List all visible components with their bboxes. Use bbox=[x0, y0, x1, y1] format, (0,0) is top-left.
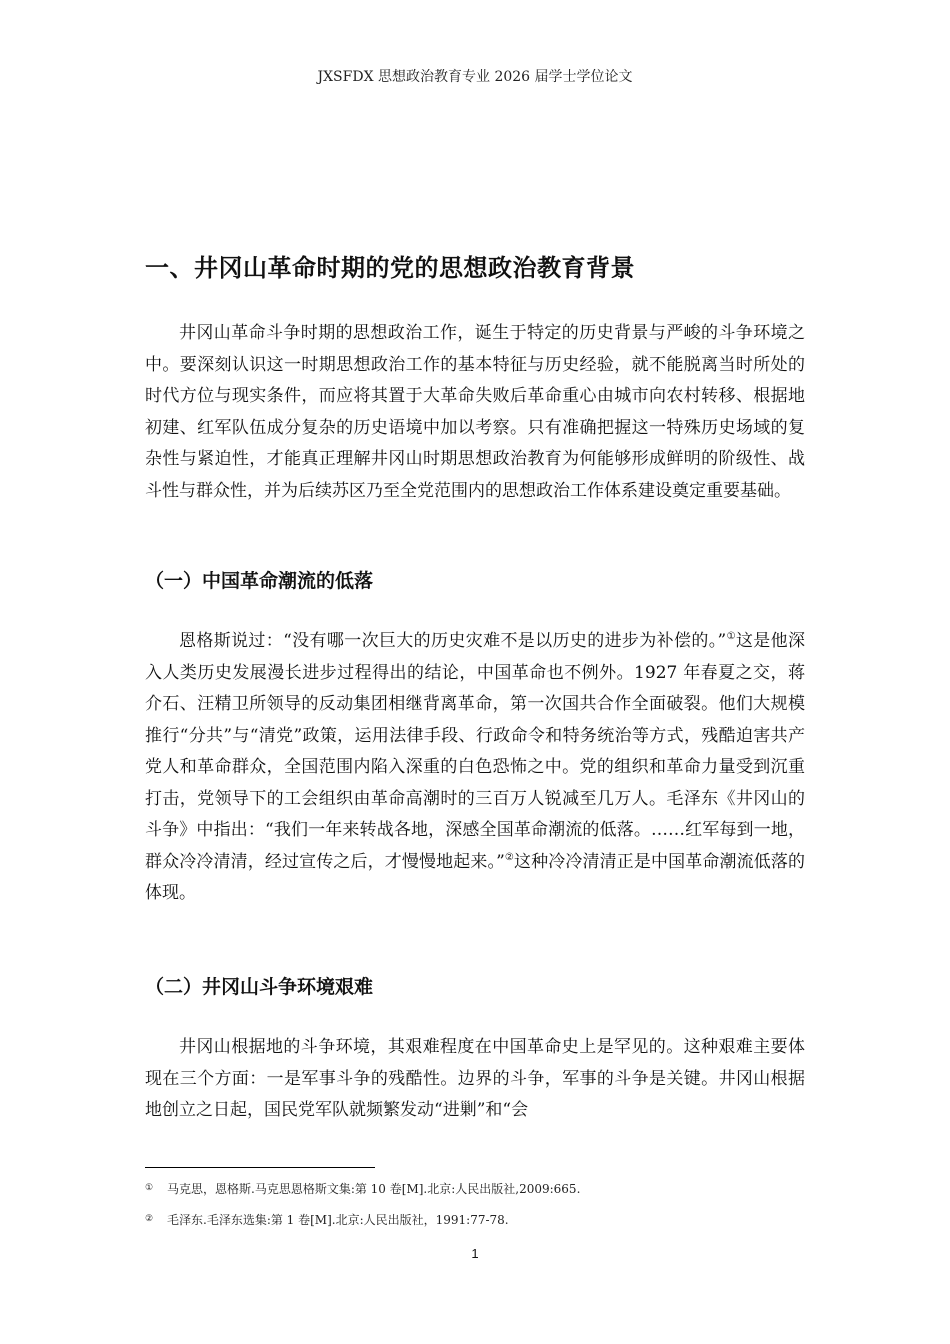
section1-text-c: 这种冷冷清清正是中国革命潮流低落的体现。 bbox=[145, 851, 805, 903]
footnote-1 bbox=[145, 1180, 580, 1197]
page-header: JXSFDX 思想政治教育专业 2026 届学士学位论文 bbox=[317, 69, 633, 85]
section1-text-b: 这是他深入人类历史发展漫长进步过程得出的结论，中国革命也不例外。1927 年春夏之交，蒋介石、汪精卫所领导的反动集团相继背离革命，第一次国共合作全面破裂。他们大规模推行“分共”与“清党”政策，运用法律手段、行政命令和特务统治等方式，残酷迫害共产党人和革命群众，全国范围内陷入深重的白色恐怖之中。党的组织和革命力量受到沉重打击，党领导下的工会组织由革命高潮时的三百万人锐减至几万人。毛泽东《井冈山的斗争》中指出：“我们一年来转战各地，深感全国革命潮流的低落。……红军每到一地，群众冷冷清清，经过宣传之后，才慢慢地起来。” bbox=[145, 631, 806, 872]
section1-block bbox=[145, 626, 805, 910]
section2-paragraph: 井冈山根据地的斗争环境，其艰难程度在中国革命史上是罕见的。这种艰难主要体现在三个方面：一是军事斗争的残酷性。边界的斗争，军事的斗争是关键。井冈山根据地创立之日起，国民党军队就频繁发动“进剿”和“会 bbox=[145, 1037, 805, 1120]
footnote-separator bbox=[145, 1167, 375, 1168]
section2-heading: （二）井冈山斗争环境艰难 bbox=[145, 976, 374, 998]
footnote-mark-2: ② bbox=[145, 1214, 154, 1224]
section2-block bbox=[145, 1032, 805, 1127]
intro-block bbox=[145, 318, 805, 507]
footnote-2 bbox=[145, 1211, 509, 1228]
footnote-mark-1: ① bbox=[145, 1183, 154, 1193]
chapter-heading: 一、井冈山革命时期的党的思想政治教育背景 bbox=[145, 254, 635, 282]
section1-heading: （一）中国革命潮流的低落 bbox=[145, 570, 374, 592]
footnote-text-1: 马克思，恩格斯.马克思恩格斯文集:第 10 卷[M].北京:人民出版社,2009:665. bbox=[167, 1182, 581, 1196]
section1-text-a: 恩格斯说过：“没有哪一次巨大的历史灾难不是以历史的进步为补偿的。” bbox=[179, 631, 727, 651]
footnote-ref-2[interactable]: ② bbox=[504, 851, 515, 863]
footnote-ref-1[interactable]: ① bbox=[726, 631, 736, 642]
intro-paragraph: 井冈山革命斗争时期的思想政治工作，诞生于特定的历史背景与严峻的斗争环境之中。要深刻认识这一时期思想政治工作的基本特征与历史经验，就不能脱离当时所处的时代方位与现实条件，而应将其置于大革命失败后革命重心由城市向农村转移、根据地初建、红军队伍成分复杂的历史语境中加以考察。只有准确把握这一特殊历史场域的复杂性与紧迫性，才能真正理解井冈山时期思想政治教育为何能够形成鲜明的阶级性、战斗性与群众性，并为后续苏区乃至全党范围内的思想政治工作体系建设奠定重要基础。 bbox=[145, 323, 805, 501]
page-number: 1 bbox=[471, 1246, 479, 1261]
footnote-text-2: 毛泽东.毛泽东选集:第 1 卷[M].北京:人民出版社，1991:77-78. bbox=[167, 1213, 509, 1227]
section1-paragraph bbox=[145, 626, 805, 910]
